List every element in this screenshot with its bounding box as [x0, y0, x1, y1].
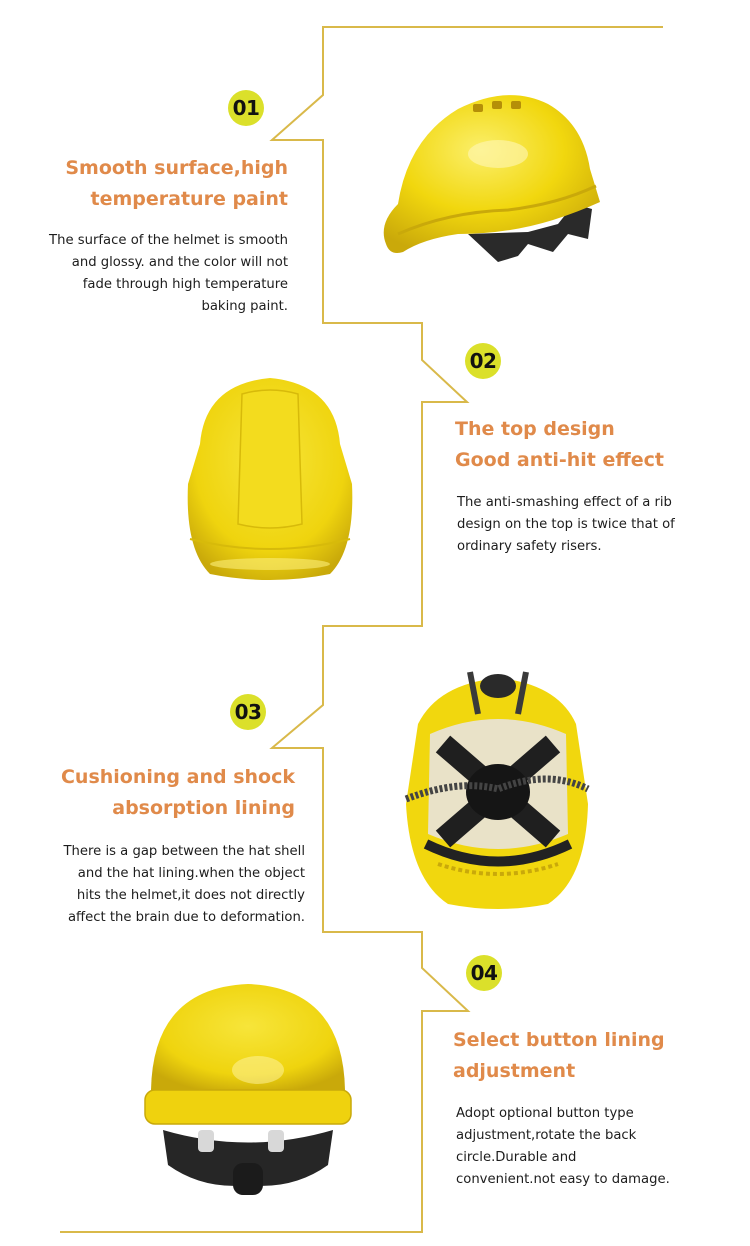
feature-number-badge: 04	[466, 955, 502, 991]
feature-title: Smooth surface,high temperature paint	[65, 157, 288, 210]
feature-title: Cushioning and shock absorption lining	[60, 766, 295, 819]
helmet-top-view-image	[180, 374, 360, 584]
feature-number-badge: 01	[228, 90, 264, 126]
feature-description: Adopt optional button type adjustment,rotate the back circle.Durable and convenient.not easy to damage.	[456, 1106, 670, 1187]
feature-description: The anti-smashing effect of a rib design on the top is twice that of ordinary safety risers.	[457, 495, 675, 554]
helmet-side-view-image	[378, 84, 618, 270]
helmet-back-view-image	[143, 980, 353, 1200]
feature-number-badge: 03	[230, 694, 266, 730]
feature-title: The top design Good anti-hit effect	[455, 418, 664, 471]
feature-description: The surface of the helmet is smooth and glossy. and the color will not fade through high temperature baking paint.	[49, 233, 288, 314]
feature-description: There is a gap between the hat shell and the hat lining.when the object hits the helmet,it does not directly affect the brain due to deformation.	[63, 844, 305, 925]
helmet-inside-view-image	[398, 664, 593, 912]
feature-number-badge: 02	[465, 343, 501, 379]
feature-title: Select button lining adjustment	[453, 1029, 665, 1082]
